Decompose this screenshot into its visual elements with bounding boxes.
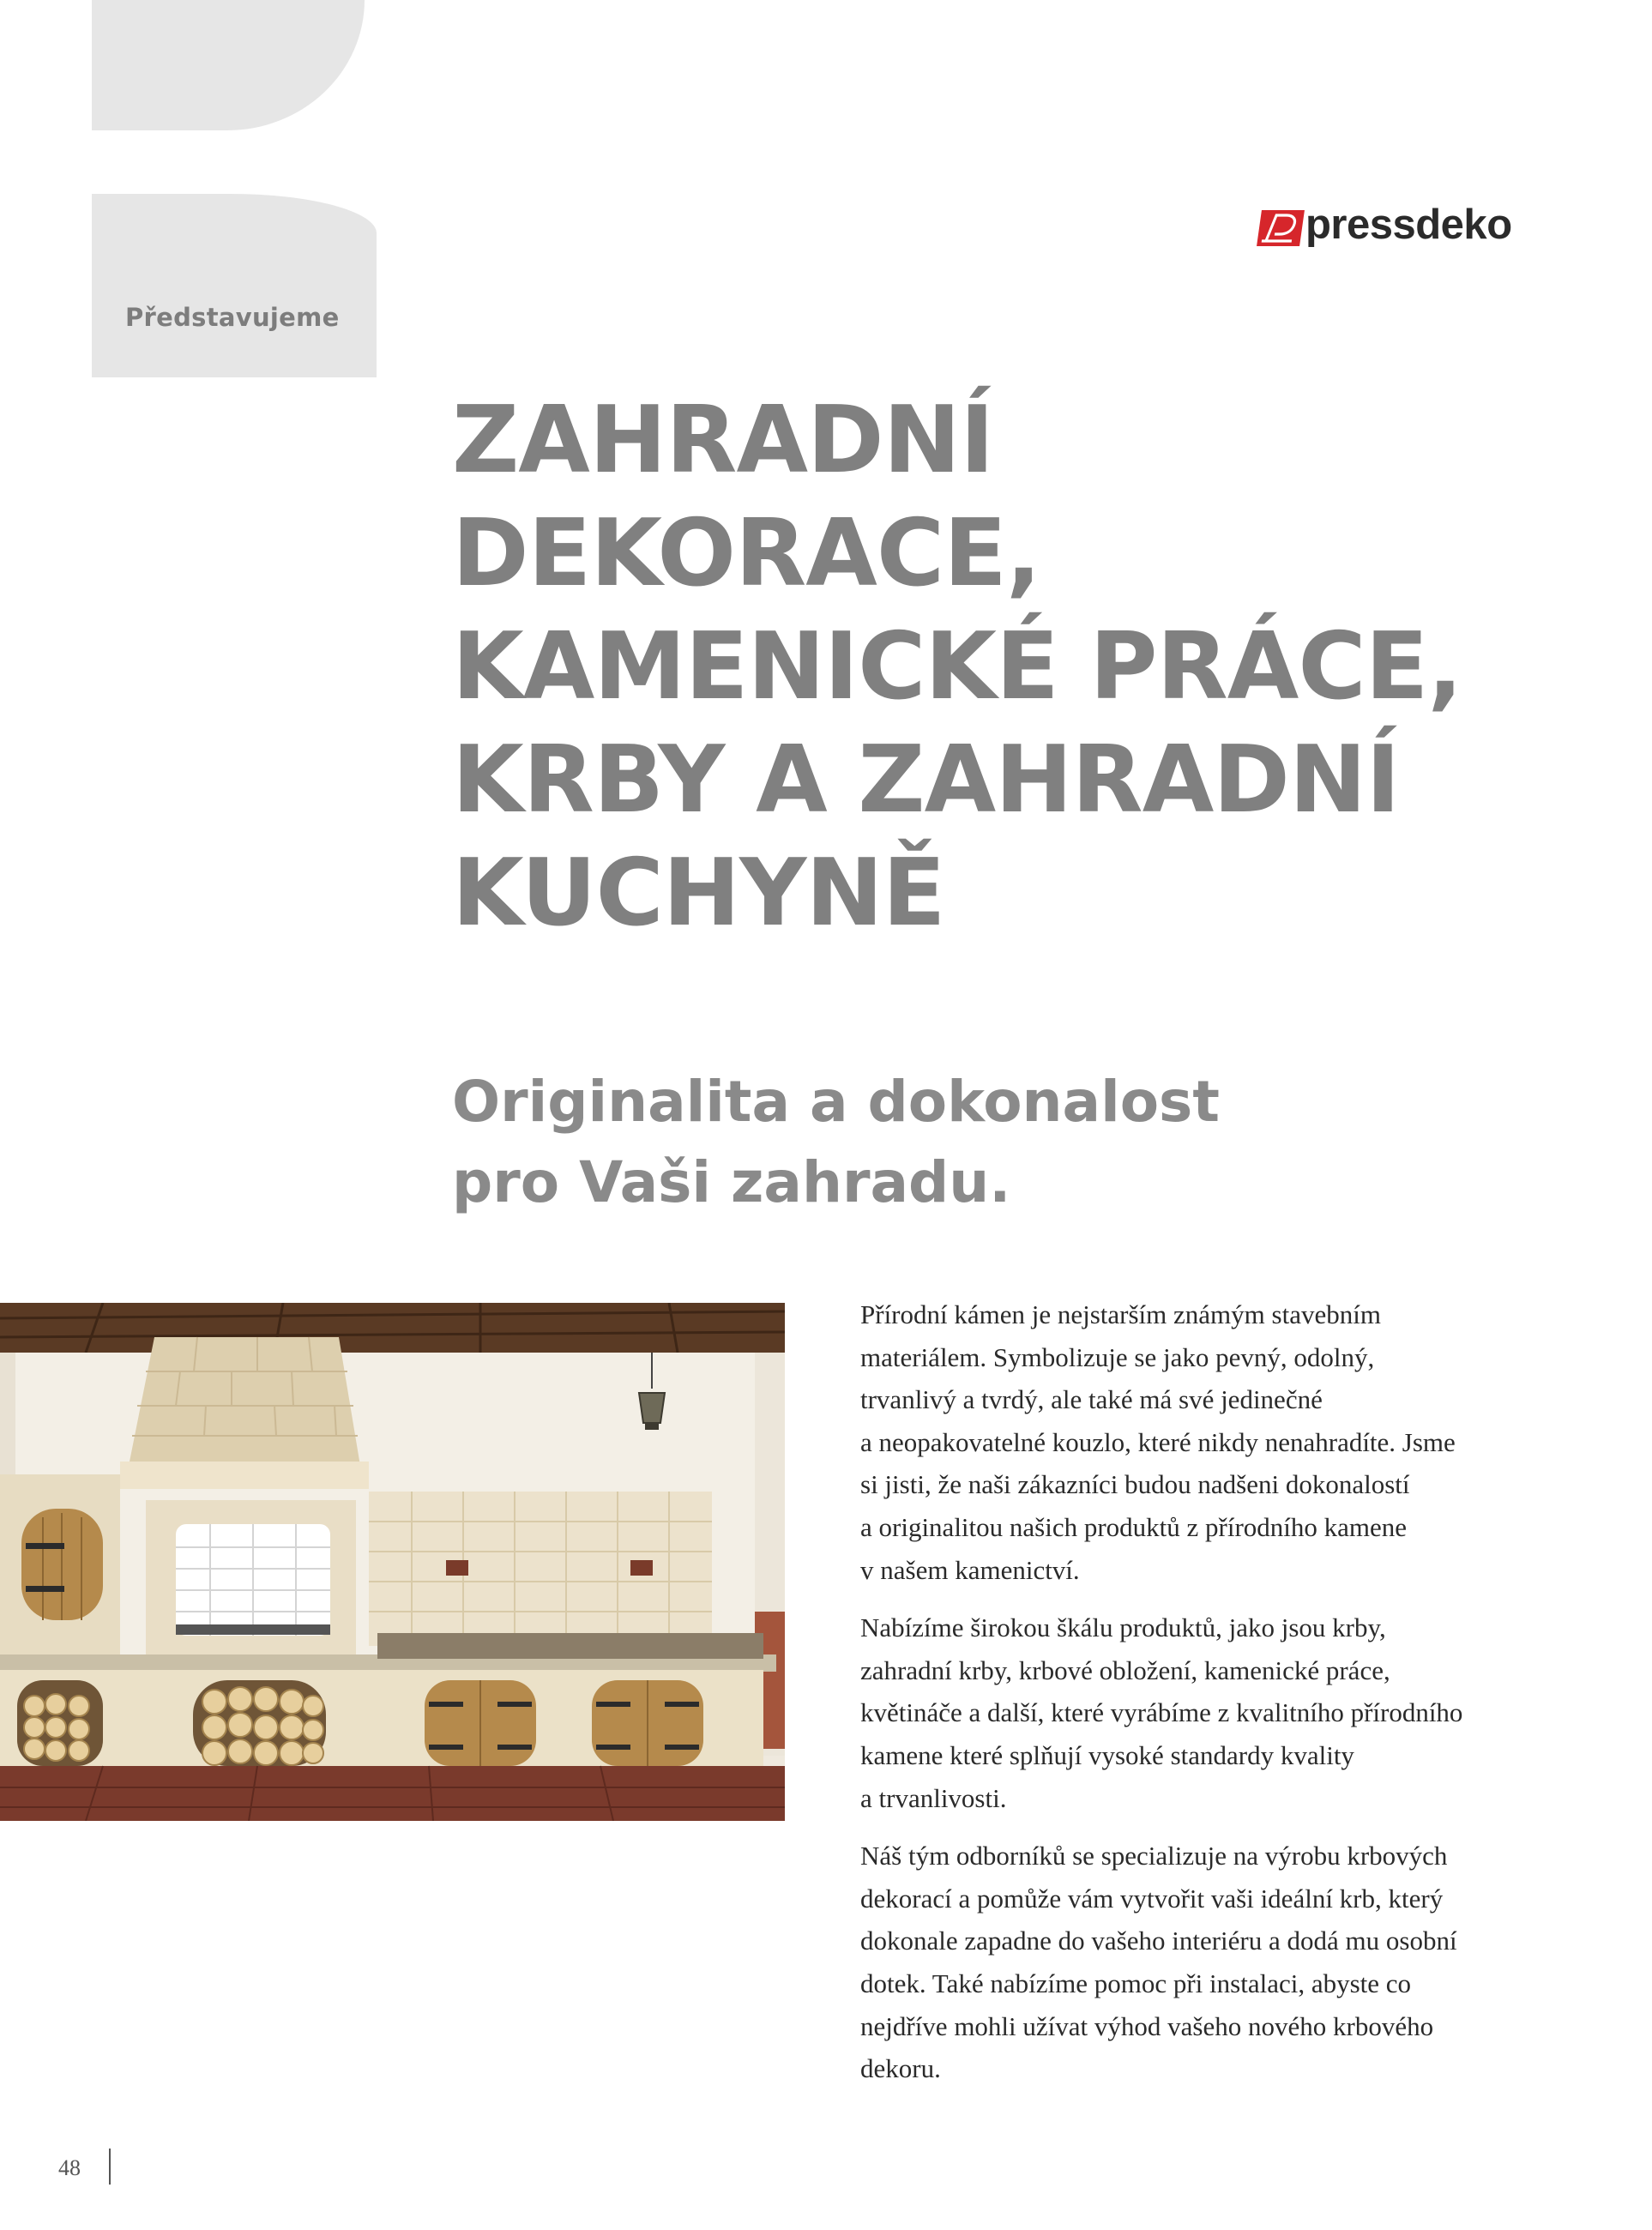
text-line: a neopakovatelné kouzlo, které nikdy nenahradíte. Jsme — [860, 1426, 1456, 1457]
section-label: Představujeme — [125, 303, 340, 332]
page-title — [452, 384, 1567, 950]
text-line: dekoru. — [860, 2053, 941, 2084]
page-number-divider — [109, 2149, 111, 2185]
title-line: DEKORACE, — [452, 500, 1040, 607]
section-tab — [92, 194, 377, 377]
article-body — [860, 1293, 1581, 2106]
subtitle-line: Originalita a dokonalost — [452, 1069, 1220, 1135]
text-line: kamene které splňují vysoké standardy kvality — [860, 1739, 1354, 1770]
text-line: květináče a další, které vyrábíme z kvalitního přírodního — [860, 1697, 1463, 1728]
text-line: v našem kamenictví. — [860, 1554, 1080, 1585]
text-line: Náš tým odborníků se specializuje na výrobu krbových — [860, 1841, 1448, 1871]
text-line: Nabízíme širokou škálu produktů, jako jsou krby, — [860, 1612, 1386, 1643]
subtitle-line: pro Vaši zahradu. — [452, 1149, 1011, 1215]
text-line: trvanlivý a tvrdý, ale také má své jedinečné — [860, 1384, 1323, 1415]
outdoor-kitchen-photo — [0, 1303, 785, 1821]
text-line: dotek. Také nabízíme pomoc při instalaci, abyste co — [860, 1968, 1412, 1998]
title-line: KUCHYNĚ — [452, 840, 945, 947]
paragraph — [860, 1835, 1581, 2090]
paragraph — [860, 1606, 1581, 1819]
text-line: si jisti, že naši zákazníci budou nadšeni dokonalostí — [860, 1469, 1410, 1500]
title-line: ZAHRADNÍ — [452, 387, 994, 494]
brand-logo — [1259, 199, 1512, 250]
decorative-corner-shape — [92, 0, 365, 130]
outdoor-kitchen-illustration — [0, 1303, 785, 1821]
text-line: a originalitou našich produktů z přírodního kamene — [860, 1511, 1408, 1542]
text-line: nejdříve mohli užívat výhod vašeho nového krbového — [860, 2010, 1434, 2041]
brand-logo-icon — [1257, 210, 1305, 246]
page-number: 48 — [58, 2155, 81, 2180]
title-line: KRBY A ZAHRADNÍ — [452, 726, 1400, 834]
subtitle — [452, 1062, 1481, 1223]
text-line: dokonale zapadne do vašeho interiéru a dodá mu osobní — [860, 1926, 1457, 1956]
title-line: KAMENICKÉ PRÁCE, — [452, 613, 1462, 720]
text-line: dekorací a pomůže vám vytvořit vaši ideální krb, který — [860, 1883, 1444, 1914]
brand-name: pressdeko — [1305, 201, 1512, 248]
text-line: a trvanlivosti. — [860, 1782, 1007, 1813]
text-line: Přírodní kámen je nejstarším známým stavebním — [860, 1299, 1381, 1329]
text-line: materiálem. Symbolizuje se jako pevný, odolný, — [860, 1341, 1375, 1372]
paragraph — [860, 1293, 1581, 1591]
text-line: zahradní krby, krbové obložení, kamenické práce, — [860, 1654, 1390, 1685]
